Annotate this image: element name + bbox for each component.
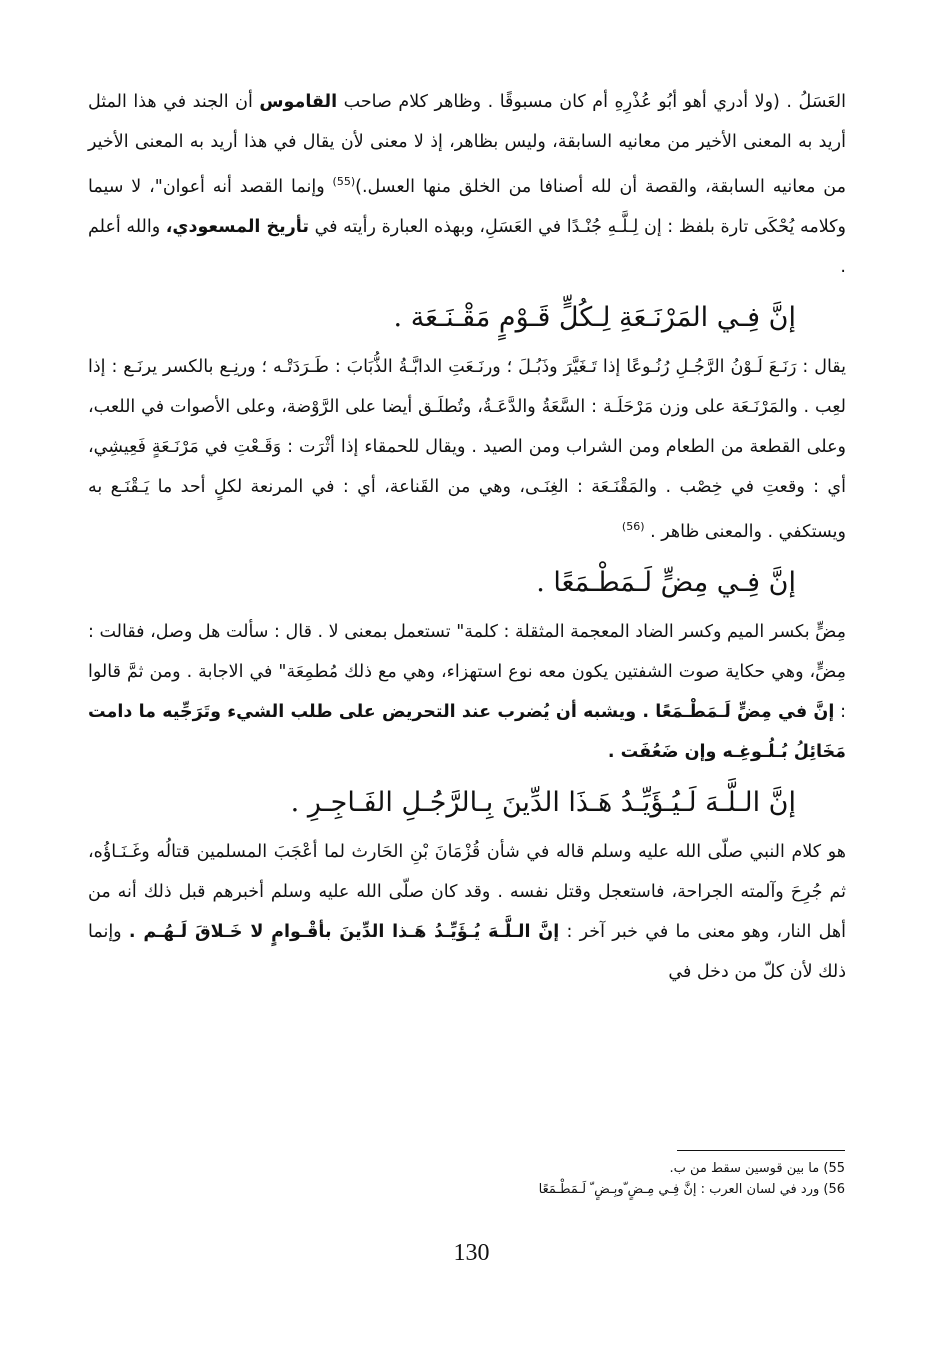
proverb-heading-3: إنَّ الـلَّـهَ لَـيُـؤَيِّـدُ هَـذَا الدِّينَ بِـالرَّجُـلِ الفَـاجِـرِ . xyxy=(290,786,796,818)
paragraph-1-text-f: والله أعلم . xyxy=(88,216,846,277)
paragraph-3-text-a: مِضٍّ بكسر الميم وكسر الضاد المعجمة المثقلة : كلمة" تستعمل بمعنى لا . قال : سألت هل وصل، فقالت : مِضٍّ، وهي حكاية صوت الشفتين يكون معه نوع استهزاء، وهي مع ذلك مُطمِعَة" في الاجابة . ومن ثمَّ قالوا : xyxy=(88,621,846,722)
footnote-ref-55: (55) xyxy=(332,175,356,188)
paragraph-1-text-c: أن الجند في هذا المثل أريد به المعنى الأخير من معانيه السابقة، وليس بظاهر، إذ لا معنى لأن يقال في هذا أريد به المعنى الأخير من معانيه السابقة، والقصة أن لله أصنافا من الخلق منها العسل.) xyxy=(88,92,846,197)
book-title-masudi: تأريخ المسعودي، xyxy=(165,216,309,237)
footnote-divider xyxy=(677,1150,845,1151)
proverb-heading-2: إنَّ فِـي مِضٍّ لَـمَطْـمَعًا . xyxy=(536,566,796,598)
footnote-56: 56) ورد في لسان العرب : إنَّ فِـي مِـضٍ ّوبِـضٍ ّ لَـمَطْـمَعًا xyxy=(538,1182,845,1197)
proverb-heading-1: إنَّ فِـي المَرْنَـعَةِ لِـكُلٍّ قَـوْمٍ مَقْـنَـعَة . xyxy=(393,301,796,333)
paragraph-2-text-b: مَرْنَـعَةٍ فَعِيشِي، xyxy=(88,436,199,457)
paragraph-2-text-c: أي : وقعتِ في خِصْب . والمَقْنَـعَة : الغِنَـى، وهي من القَناعة، أي : في المرنعة لكلٍ أحد ما يَـقْنَـع به ويستكفي . والمعنى ظاهر . xyxy=(88,476,846,542)
paragraph-4-text-a: هو كلام النبي صلّى الله عليه وسلم قاله في شأن قُزْمَانَ بْنِ الحَارث لما أعْجَبَ المسلمين قتالُه وغَـنَـاؤُه، ثم جُرِحَ وآلمته الجراحة، فاستعجل وقتل نفسه . وقد كان صلّى الله عليه وسلم أخبرهم قبل ذلك أنه من أهل النار، وهو معنى ما في خبر آخر : xyxy=(88,841,846,942)
paragraph-3-text-b: إنَّ في مِضٍّ لَـمَطْـمَعًا . ويشبه أن يُضرب عند التحريض على طلب الشيء وتَرَجِّيه ما دامت مَخَائِلُ بُـلُـوغِـه وإن ضَعُفَت . xyxy=(88,701,846,762)
paragraph-1-text-d: وإنما القصد أنه أعوان"، لا سيما وكلامه يُحْكَى تارة بلفظ : إن لِـلَّـهِ جُنْـدًا في العَسَلِ، وبهذه العبارة رأيته في xyxy=(88,176,846,237)
paragraph-1 xyxy=(88,82,846,287)
paragraph-1-text-a: العَسَلُ . (ولا أدري أهو أبُو عُذْرِهِ أم كان مسبوقًا . وظاهر كلام صاحب xyxy=(343,92,846,112)
paragraph-4-text-c: وإنما ذلك لأن كلّ من دخل في xyxy=(88,921,846,982)
paragraph-3 xyxy=(88,612,846,772)
paragraph-4-text-b: إنَّ الـلَّـهَ يُـؤَيِّـدُ هَـذا الدِّينَ بأقْـوامٍ لا خَـلاقَ لَـهُـم . xyxy=(128,921,560,942)
paragraph-2-text-a: يقال : رَنَـعَ لَـوْنُ الرَّجُـلِ رُنُـوعًا إذا تَـغَيَّرَ وذَبُـلَ ؛ ورنَـعَتِ الدابَّـةُ الذُّبَابَ : طَـرَدَتْـه ؛ ورنِـع بالكسر يرنَـع : إذا لعِب . والمَرْنَـعَة على وزن مَرْحَلَـة : السَّعَةُ والدَّعَـةُ، وتُطلَـق أيضا على الرَّوْضة، وعلى الأصوات في اللعب، وعلى القطعة من الطعام ومن الشراب ومن الصيد . ويقال للحمقاء إذا أثْرَت : وَقَـعْتِ في xyxy=(88,356,846,457)
page-body xyxy=(88,82,846,992)
footnote-ref-56: (56) xyxy=(621,519,645,533)
footnote-55: 55) ما بين قوسين سقط من ب. xyxy=(669,1161,845,1176)
book-title-qamus: القاموس xyxy=(259,92,338,112)
paragraph-2 xyxy=(88,347,846,552)
page-number: 130 xyxy=(453,1240,490,1266)
paragraph-4 xyxy=(88,832,846,992)
footnotes xyxy=(145,1158,845,1200)
